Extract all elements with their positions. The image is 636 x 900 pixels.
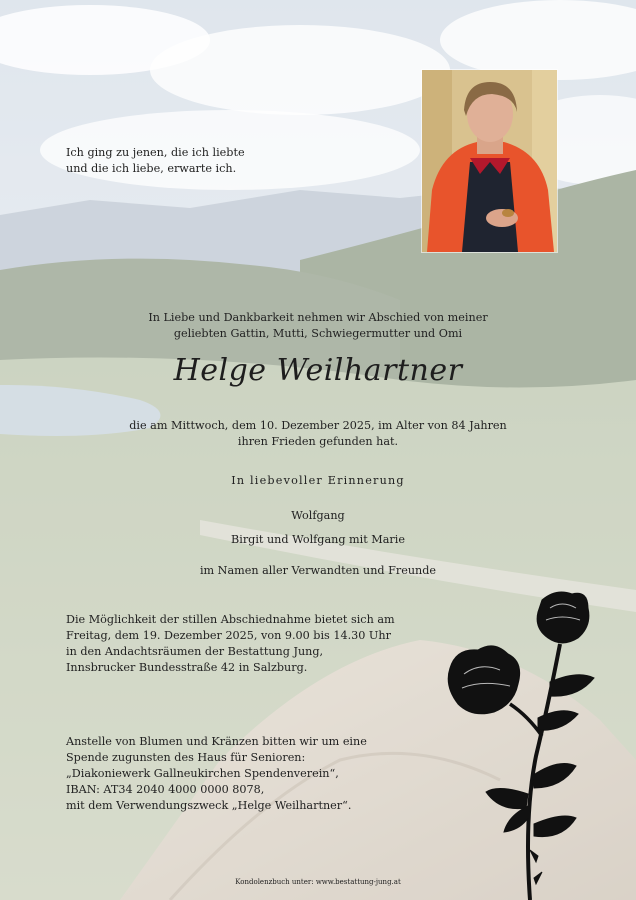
deceased-name: Helge Weilhartner: [173, 353, 463, 388]
motto-line-1: Ich ging zu jenen, die ich liebte: [66, 146, 245, 159]
farewell-line-3: in den Andachtsräumen der Bestattung Jung,: [66, 645, 324, 658]
family-line-2: Birgit und Wolfgang mit Marie: [231, 533, 405, 546]
farewell-line-2: Freitag, dem 19. Dezember 2025, von 9.00 bis 14.30 Uhr: [66, 629, 391, 642]
family-line-3: im Namen aller Verwandten und Freunde: [199, 564, 437, 577]
portrait-photo: [421, 69, 558, 253]
condolence-book-link[interactable]: Kondolenzbuch unter: www.bestattung-jung.at: [235, 878, 401, 886]
farewell-info: [66, 612, 396, 676]
donation-line-2: Spende zugunsten des Haus für Senioren:: [66, 751, 306, 764]
family-line-1: Wolfgang: [291, 509, 345, 522]
donation-line-3: „Diakoniewerk Gallneukirchen Spendenverein“,: [66, 767, 339, 780]
donation-info: [66, 734, 396, 814]
intro-line-1: In Liebe und Dankbarkeit nehmen wir Abschied von meiner: [148, 311, 488, 324]
death-notice: [118, 418, 518, 450]
farewell-line-1: Die Möglichkeit der stillen Abschiednahme bietet sich am: [66, 613, 395, 626]
intro-line-2: geliebten Gattin, Mutti, Schwiegermutter und Omi: [173, 327, 463, 340]
memory-heading: In liebevoller Erinnerung: [231, 474, 405, 487]
donation-line-5: mit dem Verwendungszweck „Helge Weilhartner“.: [66, 799, 352, 812]
death-line-1: die am Mittwoch, dem 10. Dezember 2025, im Alter von 84 Jahren: [129, 419, 507, 432]
death-line-2: ihren Frieden gefunden hat.: [237, 435, 399, 448]
black-rose-icon: [438, 586, 608, 900]
intro-text: [118, 310, 518, 342]
farewell-line-4: Innsbrucker Bundesstraße 42 in Salzburg.: [66, 661, 308, 674]
motto: [66, 145, 276, 177]
donation-line-4: IBAN: AT34 2040 4000 0000 8078,: [66, 783, 265, 796]
motto-line-2: und die ich liebe, erwarte ich.: [66, 162, 237, 175]
donation-line-1: Anstelle von Blumen und Kränzen bitten wir um eine: [66, 735, 367, 748]
